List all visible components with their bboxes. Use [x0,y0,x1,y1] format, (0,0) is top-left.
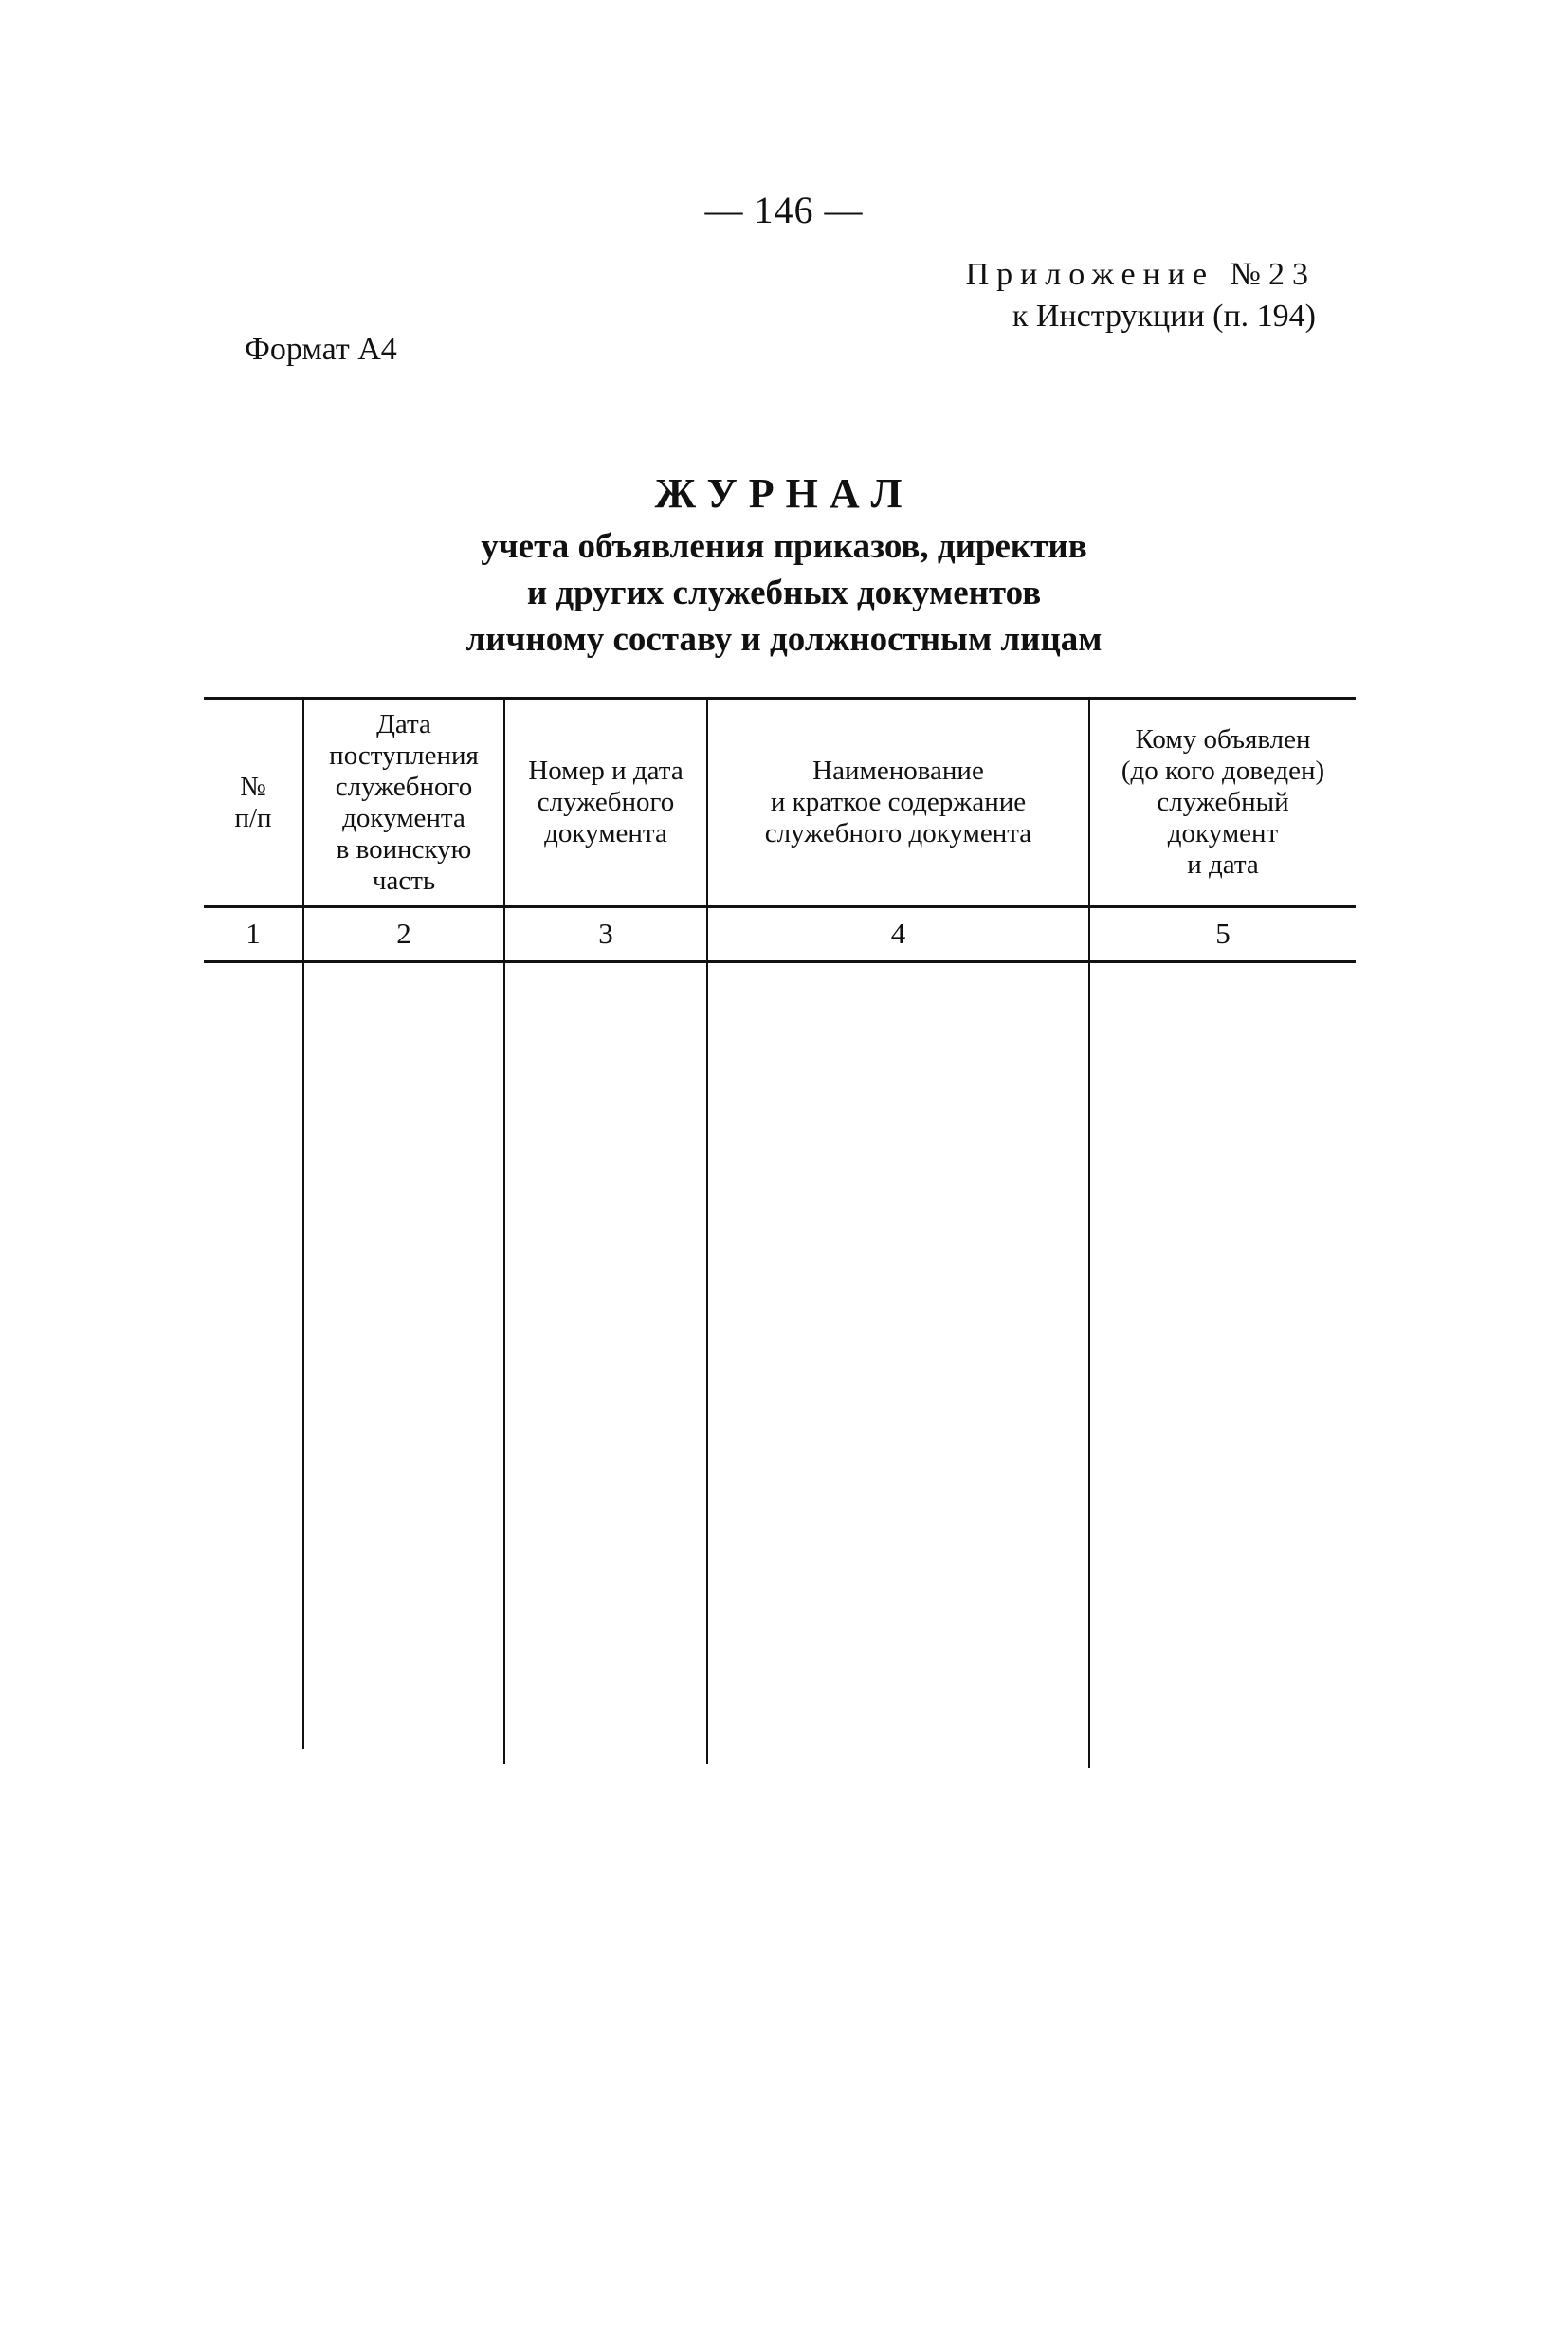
appendix-reference: к Инструкции (п. 194) [1012,299,1316,334]
column-number-4: 4 [890,917,906,950]
appendix-block [966,254,1316,337]
column-header-document-number-date: Номер и дата служебного документа [528,756,684,848]
appendix-title: Приложение №23 [965,257,1316,292]
column-header-announced-to: Кому объявлен (до кого доведен) служебный документ и дата [1121,724,1325,880]
column-header-row-number: № п/п [234,771,272,833]
title-line-2: и других служебных документов [526,574,1042,612]
journal-heading: ЖУРНАЛ [654,470,914,517]
title-line-1: учета объявления приказов, директив [481,527,1087,566]
column-header-receipt-date: Дата поступления служебного документа в воинскую часть [329,708,479,896]
column-number-5: 5 [1215,917,1231,950]
title-line-3: личному составу и должностным лицам [465,620,1103,659]
journal-table [204,697,1356,1768]
table-number-rule [204,960,1356,963]
column-header-document-content: Наименование и краткое содержание служебного документа [764,756,1032,848]
column-number-2: 2 [396,917,411,950]
column-number-3: 3 [598,917,613,950]
page-number: — 146 — [704,189,864,231]
column-number-1: 1 [246,917,261,950]
document-title [0,465,1568,663]
format-label: Формат А4 [245,332,397,367]
